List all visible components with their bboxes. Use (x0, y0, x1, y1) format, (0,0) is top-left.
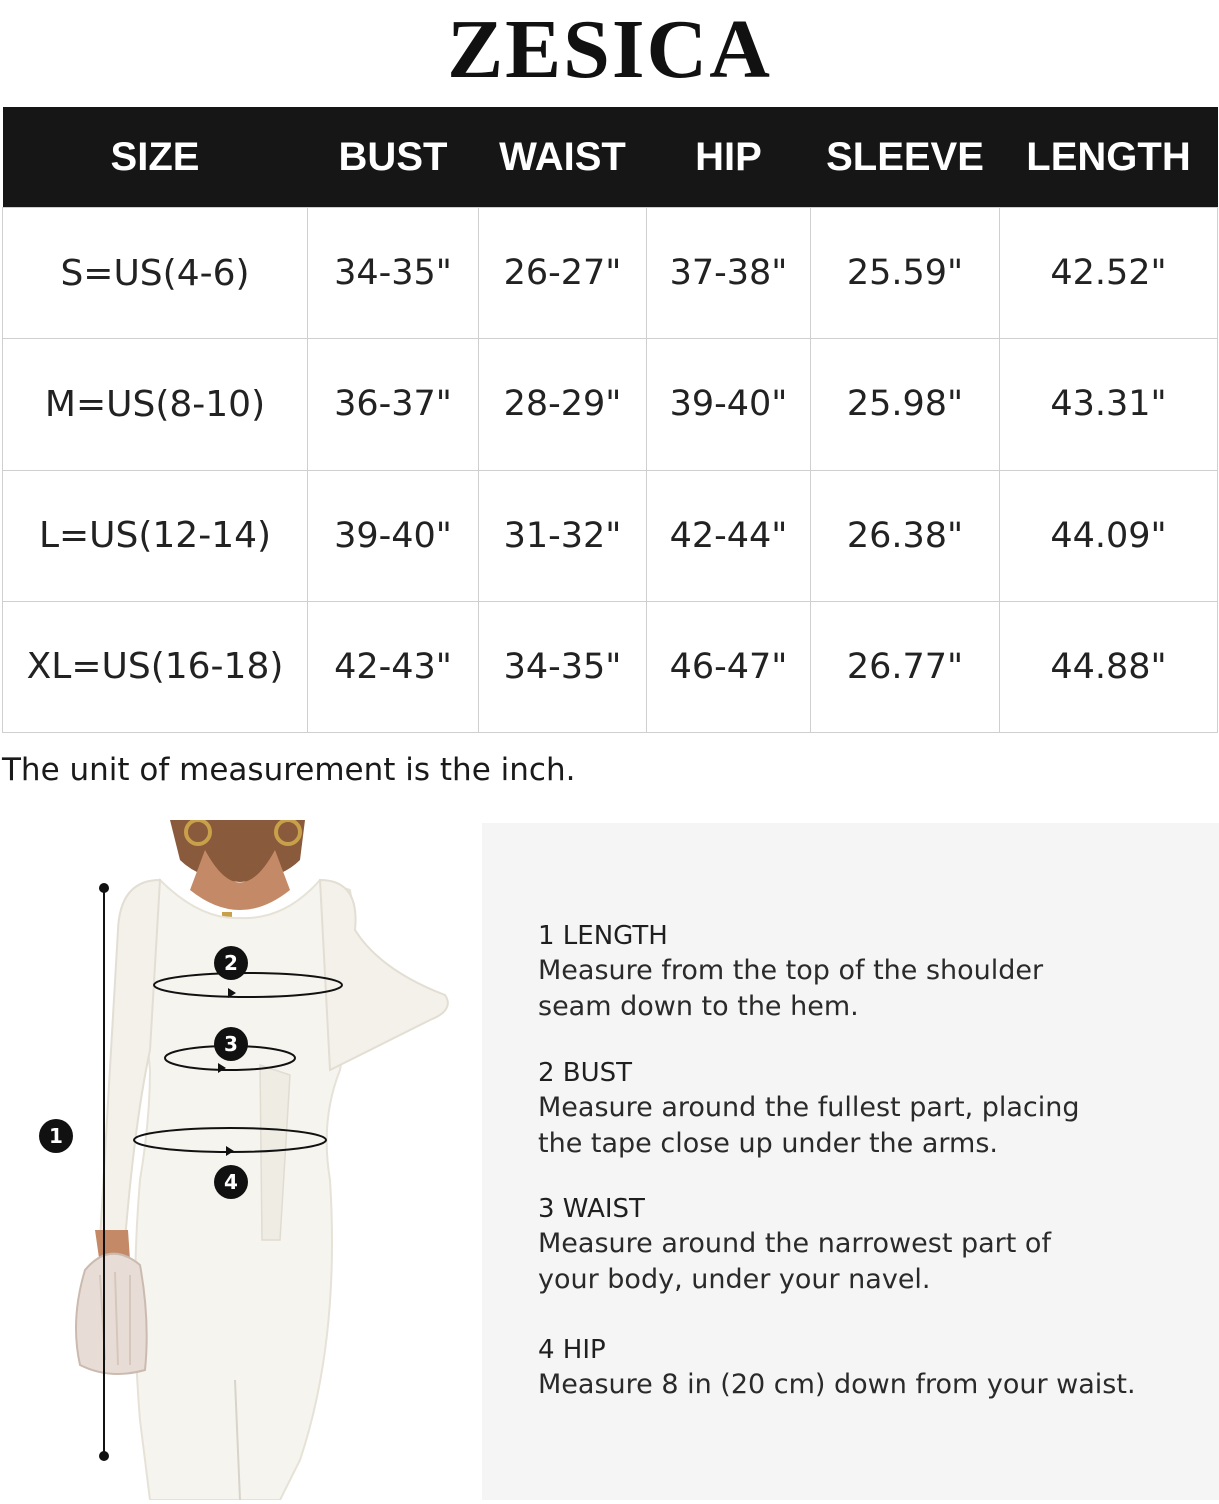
header-waist: WAIST (479, 107, 647, 208)
bust-cell: 34-35" (308, 208, 479, 339)
sleeve-cell: 26.77" (811, 601, 1000, 732)
waist-cell: 31-32" (479, 470, 647, 601)
guide-description: Measure 8 in (20 cm) down from your waist. (538, 1369, 1136, 1400)
guide-title: 3 WAIST (538, 1194, 645, 1224)
waist-cell: 26-27" (479, 208, 647, 339)
guide-description: Measure around the narrowest part of your body, under your navel. (538, 1228, 1051, 1295)
size-chart-table (2, 107, 1218, 733)
size-cell: S=US(4-6) (3, 208, 308, 339)
guide-description: Measure from the top of the shoulder seam down to the hem. (538, 955, 1044, 1022)
header-sleeve: SLEEVE (811, 107, 1000, 208)
guide-description: Measure around the fullest part, placing the tape close up under the arms. (538, 1092, 1080, 1159)
guide-title: 1 LENGTH (538, 921, 668, 951)
guide-title: 2 BUST (538, 1058, 633, 1088)
length-cell: 43.31" (1000, 339, 1218, 470)
guide-item-bust (538, 1056, 1178, 1162)
length-cell: 44.09" (1000, 470, 1218, 601)
hip-cell: 46-47" (647, 601, 811, 732)
length-cell: 42.52" (1000, 208, 1218, 339)
table-row (3, 601, 1218, 732)
guide-item-waist (538, 1192, 1178, 1298)
sleeve-cell: 26.38" (811, 470, 1000, 601)
marker-1-icon: 1 (39, 1119, 73, 1153)
marker-3-icon: 3 (214, 1027, 248, 1061)
guide-title: 4 HIP (538, 1335, 606, 1365)
bust-cell: 42-43" (308, 601, 479, 732)
length-cell: 44.88" (1000, 601, 1218, 732)
size-cell: L=US(12-14) (3, 470, 308, 601)
model-figure (0, 820, 480, 1500)
table-header-row (3, 107, 1218, 208)
size-cell: XL=US(16-18) (3, 601, 308, 732)
hip-cell: 42-44" (647, 470, 811, 601)
bust-cell: 39-40" (308, 470, 479, 601)
guide-item-length (538, 919, 1178, 1025)
marker-2-icon: 2 (214, 946, 248, 980)
header-length: LENGTH (1000, 107, 1218, 208)
sleeve-cell: 25.59" (811, 208, 1000, 339)
hip-cell: 39-40" (647, 339, 811, 470)
table-row (3, 208, 1218, 339)
measurement-guide-panel (482, 823, 1219, 1500)
guide-item-hip (538, 1333, 1178, 1403)
marker-4-icon: 4 (214, 1165, 248, 1199)
size-cell: M=US(8-10) (3, 339, 308, 470)
sleeve-cell: 25.98" (811, 339, 1000, 470)
table-row (3, 339, 1218, 470)
table-row (3, 470, 1218, 601)
header-hip: HIP (647, 107, 811, 208)
bust-cell: 36-37" (308, 339, 479, 470)
header-bust: BUST (308, 107, 479, 208)
waist-cell: 34-35" (479, 601, 647, 732)
unit-note: The unit of measurement is the inch. (2, 752, 576, 788)
header-size: SIZE (3, 107, 308, 208)
hip-cell: 37-38" (647, 208, 811, 339)
waist-cell: 28-29" (479, 339, 647, 470)
model-illustration (0, 820, 480, 1500)
brand-logo: ZESICA (447, 3, 772, 96)
